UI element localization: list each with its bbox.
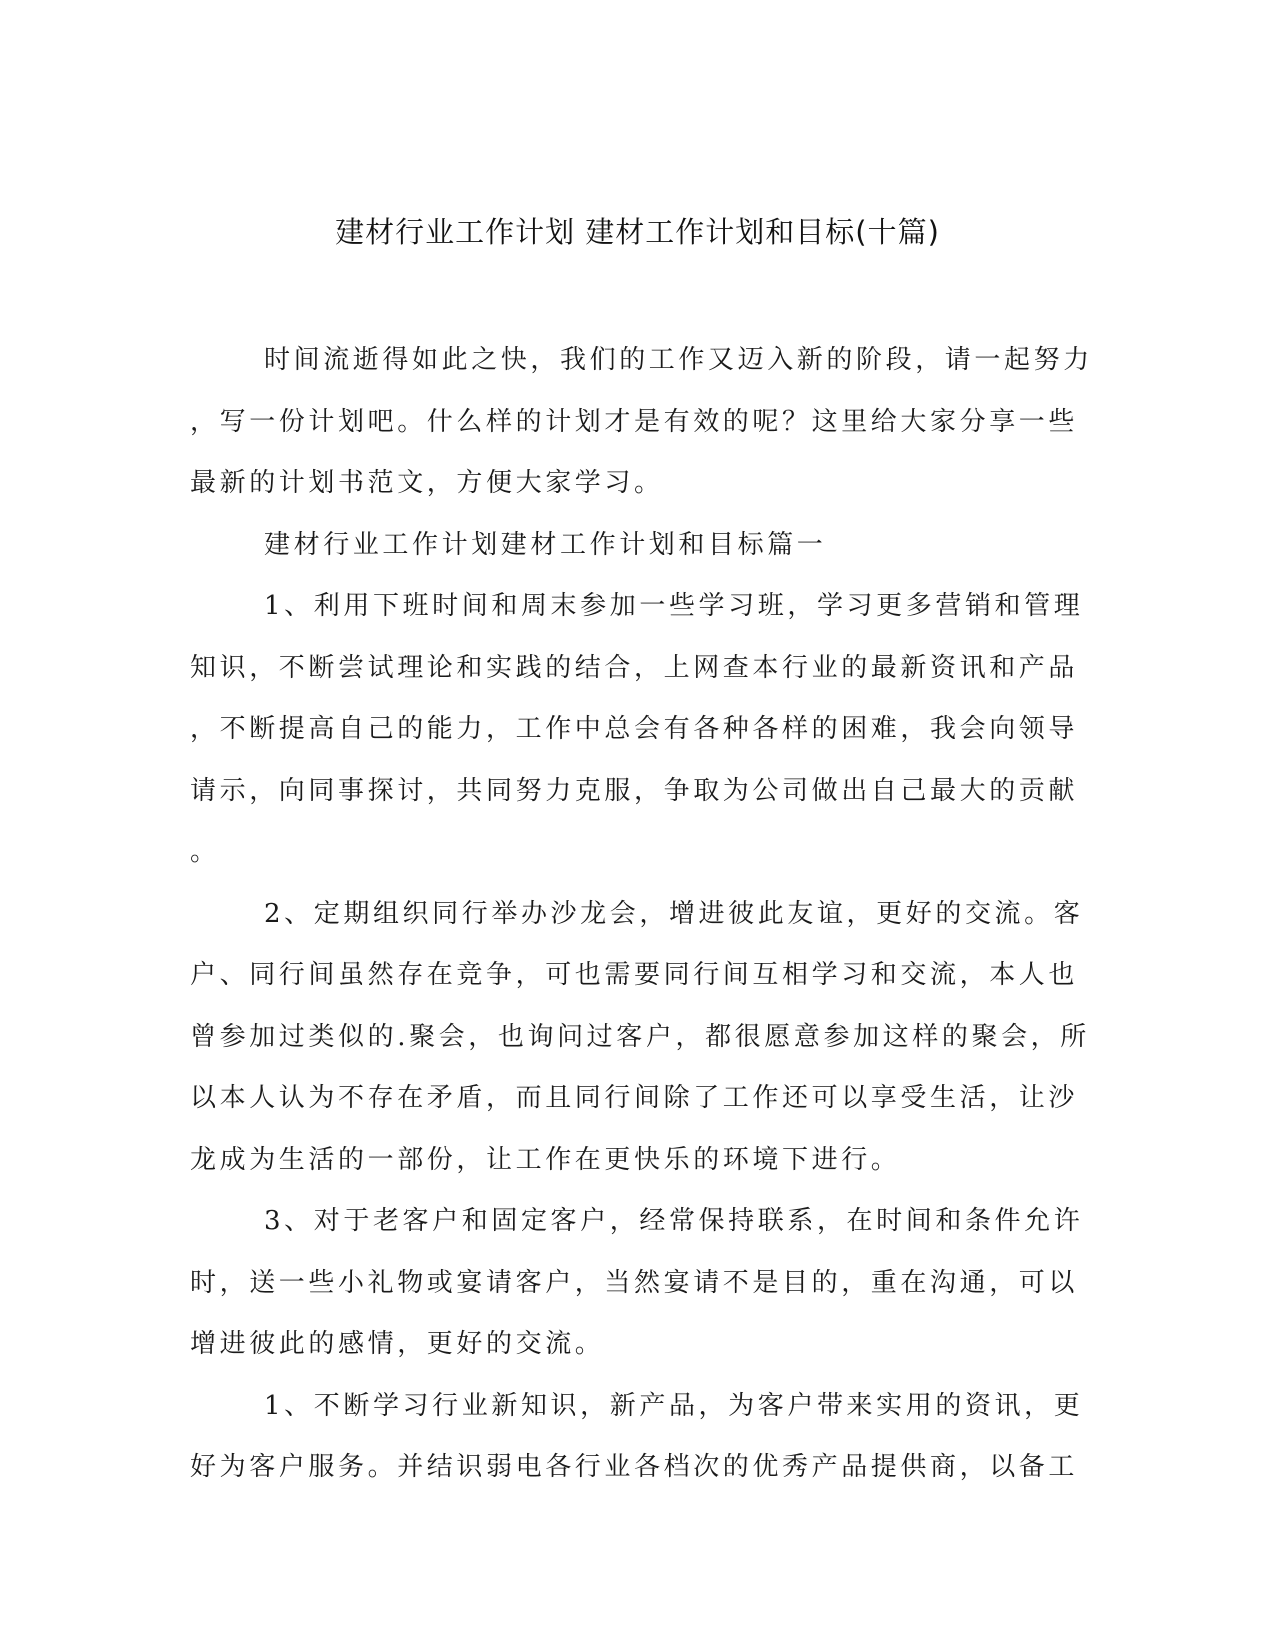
paragraph-line: 增进彼此的感情，更好的交流。	[190, 1329, 605, 1359]
paragraph-item	[190, 884, 1090, 1192]
paragraph-line: 以本人认为不存在矛盾，而且同行间除了工作还可以享受生活，让沙	[190, 1083, 1079, 1113]
paragraph-line: 2、定期组织同行举办沙龙会，增进彼此友谊，更好的交流。客	[264, 898, 1084, 929]
paragraph-line: 曾参加过类似的.聚会，也询问过客户，都很愿意参加这样的聚会，所	[190, 1021, 1090, 1052]
paragraph-line: 知识，不断尝试理论和实践的结合，上网查本行业的最新资讯和产品	[190, 652, 1079, 683]
paragraph-line: 好为客户服务。并结识弱电各行业各档次的优秀产品提供商，以备工	[190, 1452, 1079, 1482]
paragraph-line: 时间流逝得如此之快，我们的工作又迈入新的阶段，请一起努力	[264, 345, 1093, 375]
paragraph-line: ，不断提高自己的能力，工作中总会有各种各样的困难，我会向领导	[190, 714, 1079, 744]
document-body	[190, 330, 1093, 1499]
paragraph-line: 时，送一些小礼物或宴请客户，当然宴请不是目的，重在沟通，可以	[190, 1267, 1079, 1298]
paragraph-line: 3、对于老客户和固定客户，经常保持联系，在时间和条件允许	[264, 1206, 1084, 1236]
paragraph-line: 建材行业工作计划建材工作计划和目标篇一	[264, 529, 827, 560]
paragraph-line: 。	[190, 837, 220, 867]
paragraph-intro	[190, 330, 1093, 515]
document-title: 建材行业工作计划 建材工作计划和目标(十篇)	[335, 215, 940, 249]
paragraph-line: 请示，向同事探讨，共同努力克服，争取为公司做出自己最大的贡献	[190, 775, 1079, 806]
paragraph-line: ，写一份计划吧。什么样的计划才是有效的呢？这里给大家分享一些	[190, 406, 1079, 437]
paragraph-line: 户、同行间虽然存在竞争，可也需要同行间互相学习和交流，本人也	[190, 960, 1079, 990]
paragraph-line: 1、利用下班时间和周末参加一些学习班，学习更多营销和管理	[264, 591, 1084, 621]
paragraph-item	[190, 1191, 1084, 1376]
section-heading	[190, 515, 1065, 577]
paragraph-line: 龙成为生活的一部份，让工作在更快乐的环境下进行。	[190, 1144, 901, 1175]
paragraph-line: 1、不断学习行业新知识，新产品，为客户带来实用的资讯，更	[264, 1390, 1084, 1421]
paragraph-item	[190, 576, 1084, 884]
paragraph-item	[190, 1376, 1084, 1499]
paragraph-line: 最新的计划书范文，方便大家学习。	[190, 468, 664, 498]
